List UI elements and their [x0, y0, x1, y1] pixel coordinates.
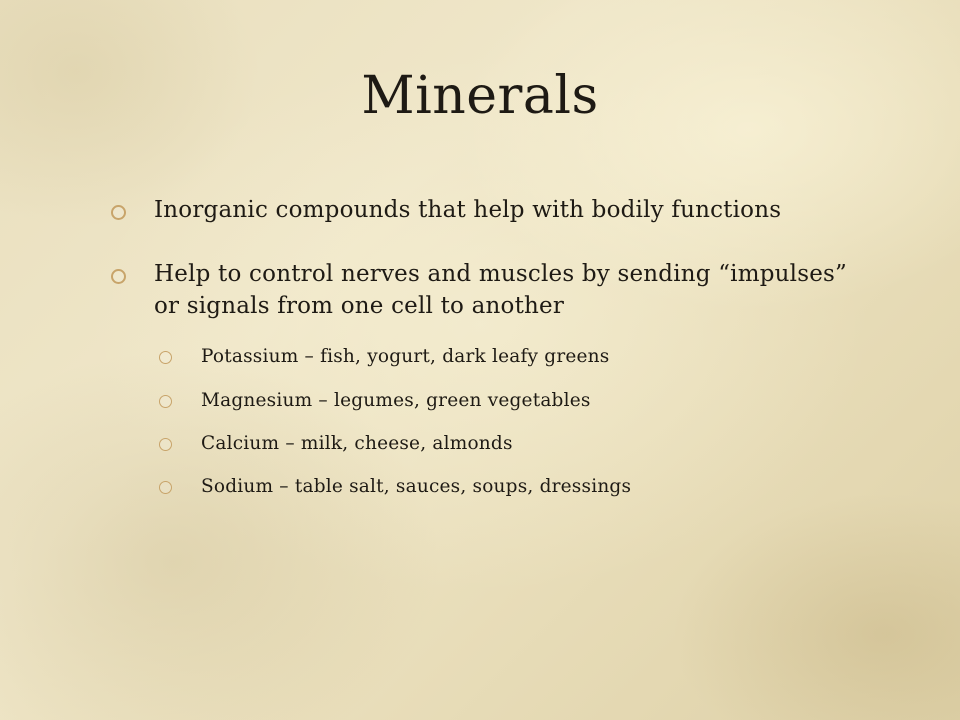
sub-bullet-text: Magnesium – legumes, green vegetables	[201, 390, 591, 411]
hollow-circle-icon	[111, 269, 126, 284]
bullet-item	[111, 258, 854, 322]
sub-bullet-item	[159, 474, 841, 500]
sub-bullet-item	[159, 344, 841, 370]
hollow-circle-icon	[159, 351, 172, 364]
sub-bullet-text: Calcium – milk, cheese, almonds	[201, 433, 513, 454]
bullet-text: Help to control nerves and muscles by sending “impulses” or signals from one cell to another	[154, 261, 848, 319]
hollow-circle-icon	[159, 395, 172, 408]
sub-bullet-text: Potassium – fish, yogurt, dark leafy greens	[201, 346, 610, 367]
slide-title: Minerals	[361, 66, 599, 126]
hollow-circle-icon	[111, 205, 126, 220]
hollow-circle-icon	[159, 481, 172, 494]
bullet-item	[111, 194, 854, 226]
sub-bullet-text: Sodium – table salt, sauces, soups, dressings	[201, 476, 632, 497]
hollow-circle-icon	[159, 438, 172, 451]
bullet-text: Inorganic compounds that help with bodily functions	[154, 197, 782, 223]
sub-bullet-item	[159, 388, 841, 414]
sub-bullet-item	[159, 431, 841, 457]
